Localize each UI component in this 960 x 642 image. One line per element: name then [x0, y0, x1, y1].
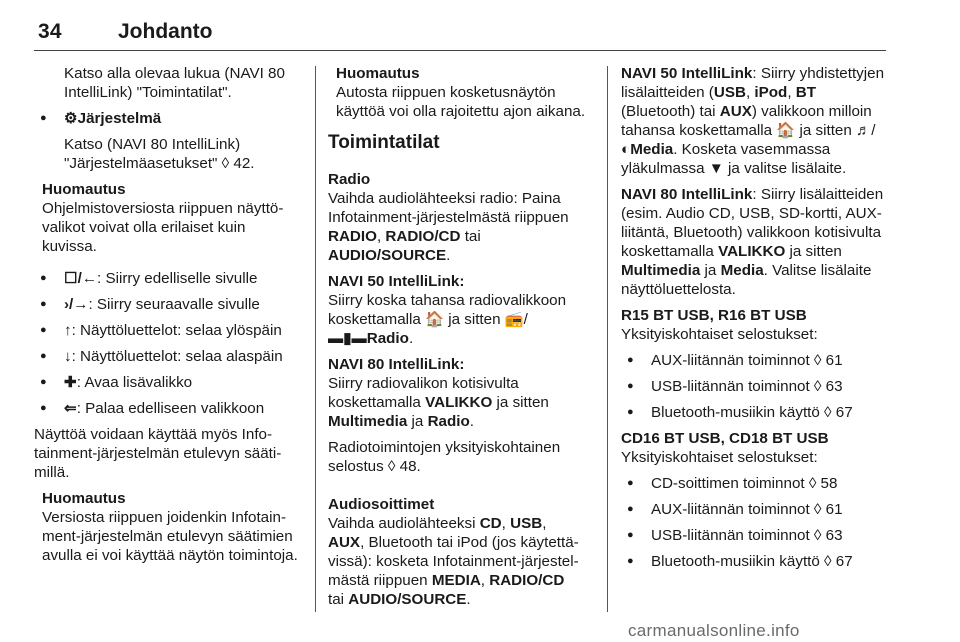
period: .	[469, 413, 475, 430]
column-divider-1	[315, 66, 316, 612]
list-item: ● AUX-liitännän toiminnot ◊ 61	[621, 351, 889, 370]
separator: ,	[376, 228, 386, 245]
list-item-back	[34, 399, 302, 418]
connector: tai	[460, 228, 481, 245]
note-1-heading: Huomautus	[42, 181, 126, 198]
prev-page-icon: ☐/←	[64, 270, 98, 287]
navi50-paragraph	[328, 291, 596, 348]
list-item-next-page	[34, 295, 302, 314]
navi80-label: NAVI 80 IntelliLink	[621, 186, 753, 203]
valikko-key: VALIKKO	[718, 243, 786, 260]
column-2	[328, 64, 596, 616]
list-item: ● Bluetooth-musiikin käyttö ◊ 67	[621, 552, 889, 571]
radio-key: Radio	[427, 413, 470, 430]
header-rule	[34, 50, 886, 51]
aux-key: AUX	[719, 103, 752, 120]
note-2	[34, 489, 302, 565]
media-key: MEDIA	[431, 572, 481, 589]
separator: ,	[501, 515, 511, 532]
radio-heading: Radio	[328, 171, 371, 188]
column-3	[621, 64, 889, 578]
arrow-up-icon: ↑	[64, 322, 72, 339]
list-item-text: : Näyttöluettelot: selaa alaspäin	[71, 348, 283, 365]
separator: ,	[745, 84, 755, 101]
list-item-prev-page	[34, 269, 302, 288]
connector: ja	[700, 262, 721, 279]
note-2-text: Versiosta riippuen joidenkin Infotainment-järjestelmän etulevyn säätimien avulla ei voi käyttää näytön toimintoja.	[42, 509, 298, 564]
radio-reference: Radiotoimintojen yksityiskohtainen selostus ◊ 48.	[328, 439, 561, 475]
separator: ,	[787, 84, 796, 101]
cd16-text: Yksityiskohtaiset selostukset:	[621, 449, 818, 466]
radio-key: RADIO	[328, 228, 377, 245]
page-header	[38, 20, 886, 50]
multimedia-key: Multimedia	[621, 262, 701, 279]
list-item-text: : Siirry seuraavalle sivulle	[88, 296, 260, 313]
aux-key: AUX	[328, 534, 361, 551]
radio-text: Vaihda audiolähteeksi radio: Paina Infotainment-järjestelmästä riippuen	[328, 190, 569, 226]
media-disc-icon: ◐	[621, 141, 631, 158]
players-text: Vaihda audiolähteeksi	[328, 515, 480, 532]
column-divider-2	[607, 66, 608, 612]
body-text: ja sitten	[785, 243, 842, 260]
body-text: (Bluetooth) tai	[621, 103, 720, 120]
note-1-text: Ohjelmistoversiosta riippuen näyttövalikot voivat olla erilaiset kuin kuvissa.	[42, 200, 284, 255]
next-page-icon: ›/→	[64, 296, 89, 313]
navi50-label: NAVI 50 IntelliLink	[621, 65, 753, 82]
system-text: Katso (NAVI 80 IntelliLink) "Järjestelmäasetukset" ◊ 42.	[64, 136, 255, 172]
valikko-key: VALIKKO	[425, 394, 493, 411]
bt-key: BT	[795, 84, 817, 101]
page-number: 34	[38, 20, 62, 43]
list-item-text: : Palaa edelliseen valikkoon	[76, 400, 265, 417]
r15-heading: R15 BT USB, R16 BT USB	[621, 307, 807, 324]
body-text: ) valikkoon milloin tahansa koskettamalla 🏠 ja sitten ♬/	[621, 103, 876, 139]
controls-text: Näyttöä voidaan käyttää myös Infotainment-järjestelmän etulevyn säätimillä.	[34, 426, 282, 481]
page-title: Johdanto	[118, 20, 213, 43]
connector: ja	[407, 413, 428, 430]
cd16-heading: CD16 BT USB, CD18 BT USB	[621, 430, 829, 447]
intro-continuation: Katso alla olevaa lukua (NAVI 80 IntelliLink) "Toimintatilat".	[64, 65, 285, 101]
radio-tuner-icon: ▬▮▬	[328, 330, 367, 347]
note-3	[328, 64, 596, 121]
separator: ,	[542, 515, 547, 532]
navi50-media-paragraph	[621, 64, 889, 178]
audio-players-paragraph	[328, 514, 596, 609]
section-title: Toimintatilat	[328, 132, 440, 153]
navi50-heading: NAVI 50 IntelliLink:	[328, 273, 465, 290]
navi80-heading: NAVI 80 IntelliLink:	[328, 356, 465, 373]
list-item-text: : Näyttöluettelot: selaa ylöspäin	[71, 322, 282, 339]
radio-cd-key: RADIO/CD	[489, 572, 565, 589]
usb-key: USB	[713, 84, 746, 101]
column-1	[34, 64, 302, 572]
period: .	[446, 247, 451, 264]
list-item-text: : Avaa lisävalikko	[76, 374, 193, 391]
system-label: Järjestelmä	[77, 110, 162, 127]
list-item: ● CD-soittimen toiminnot ◊ 58	[621, 474, 889, 493]
note-1	[34, 180, 302, 256]
navi80-text: Siirry radiovalikon kotisivulta koskettamalla	[328, 375, 519, 411]
radio-label: Radio	[366, 330, 409, 347]
note-3-heading: Huomautus	[336, 65, 420, 82]
usb-key: USB	[510, 515, 543, 532]
media-key: Media	[720, 262, 764, 279]
cd-key: CD	[479, 515, 502, 532]
audio-source-key: AUDIO/SOURCE	[328, 247, 447, 264]
body-text: : Siirry yhdistettyjen lisälaitteiden (	[621, 65, 885, 101]
body-text: : Siirry lisälaitteiden (esim. Audio CD, USB, SD-kortti, AUX-liitäntä, Bluetooth) valikkoon kotisivulta koskettamalla	[621, 186, 884, 260]
navi80-media-paragraph	[621, 185, 889, 299]
list-item: ● Bluetooth-musiikin käyttö ◊ 67	[621, 403, 889, 422]
list-item: ● USB-liitännän toiminnot ◊ 63	[621, 526, 889, 545]
period: .	[408, 330, 414, 347]
navi50-text: Siirry koska tahansa radiovalikkoon koskettamalla 🏠 ja sitten 📻/	[328, 292, 567, 328]
watermark: carmanualsonline.info	[628, 621, 800, 640]
period: .	[466, 591, 471, 608]
body-text: . Kosketa vasemmassa yläkulmassa ▼ ja valitse lisälaite.	[621, 141, 847, 177]
system-gear-icon: ⚙	[64, 110, 78, 127]
players-text: , Bluetooth tai iPod (jos käytettävissä): kosketa Infotainment-järjestelmästä riippuen	[328, 534, 579, 589]
note-2-heading: Huomautus	[42, 490, 126, 507]
plus-icon: ✚	[64, 374, 77, 391]
r15-text: Yksityiskohtaiset selostukset:	[621, 326, 818, 343]
audio-source-key: AUDIO/SOURCE	[348, 591, 467, 608]
navi80-paragraph	[328, 374, 596, 431]
connector: tai	[328, 591, 349, 608]
radio-cd-key: RADIO/CD	[385, 228, 461, 245]
list-item: ● USB-liitännän toiminnot ◊ 63	[621, 377, 889, 396]
arrow-down-icon: ↓	[64, 348, 72, 365]
body-text: . Valitse lisälaite näyttöluettelosta.	[621, 262, 872, 298]
list-item: ● AUX-liitännän toiminnot ◊ 61	[621, 500, 889, 519]
connector: ja sitten	[492, 394, 549, 411]
separator: ,	[480, 572, 490, 589]
media-label: Media	[630, 141, 674, 158]
list-item-scroll-down	[34, 347, 302, 366]
back-arrow-icon: ⇐	[64, 400, 77, 417]
ipod-key: iPod	[754, 84, 788, 101]
list-item-system	[34, 109, 302, 128]
list-item-text: : Siirry edelliselle sivulle	[97, 270, 258, 287]
list-item-more-menu	[34, 373, 302, 392]
audio-players-heading: Audiosoittimet	[328, 496, 435, 513]
radio-paragraph	[328, 189, 596, 265]
note-3-text: Autosta riippuen kosketusnäytön käyttöä voi olla rajoitettu ajon aikana.	[336, 84, 586, 120]
list-item-scroll-up	[34, 321, 302, 340]
multimedia-key: Multimedia	[328, 413, 408, 430]
